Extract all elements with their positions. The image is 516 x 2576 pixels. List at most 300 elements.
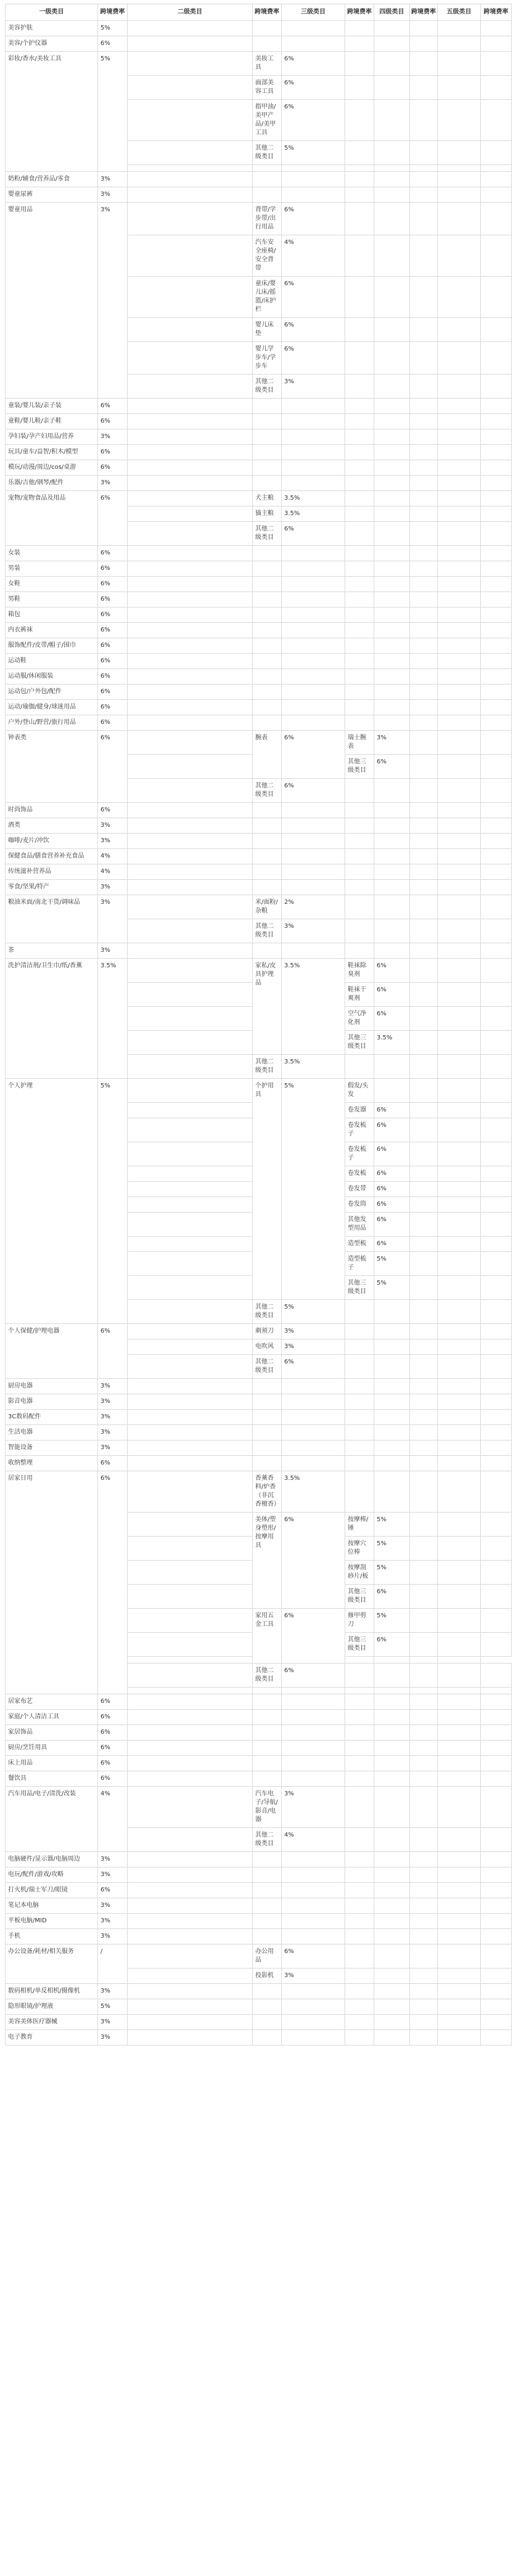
table-cell	[345, 546, 374, 561]
table-cell: 卷发器	[345, 1103, 374, 1118]
table-cell	[481, 1561, 512, 1585]
table-cell	[438, 2030, 481, 2046]
table-cell	[345, 342, 374, 375]
table-cell: 影音电器	[6, 1394, 98, 1410]
table-cell	[128, 399, 253, 414]
table-cell: 5%	[282, 141, 345, 165]
table-cell	[438, 1914, 481, 1929]
table-cell: 零食/坚果/特产	[6, 880, 98, 895]
table-cell: 5%	[282, 1079, 345, 1300]
table-cell	[128, 1166, 253, 1182]
table-cell	[438, 1055, 481, 1079]
table-cell: 6%	[374, 1213, 410, 1237]
table-cell	[128, 414, 253, 429]
table-cell	[410, 522, 438, 546]
table-cell	[410, 342, 438, 375]
table-cell	[345, 1055, 374, 1079]
table-cell	[438, 1999, 481, 2015]
table-cell	[374, 895, 410, 919]
table-cell	[410, 277, 438, 318]
table-cell	[128, 1142, 253, 1166]
table-cell: 其他发型用品	[345, 1213, 374, 1237]
table-cell	[128, 779, 253, 803]
header-level3-rate: 跨境费率	[345, 4, 374, 21]
table-row	[6, 834, 512, 849]
table-cell	[481, 1787, 512, 1828]
table-cell	[410, 685, 438, 700]
table-cell	[481, 491, 512, 506]
table-cell	[253, 165, 282, 172]
table-cell: 6%	[282, 522, 345, 546]
table-cell	[128, 277, 253, 318]
table-cell	[345, 849, 374, 864]
table-cell	[374, 1300, 410, 1324]
table-cell	[282, 1725, 345, 1741]
table-cell	[438, 445, 481, 460]
table-cell	[481, 895, 512, 919]
table-cell: 3.5%	[98, 959, 128, 1079]
table-cell	[253, 1999, 282, 2015]
table-cell	[282, 1379, 345, 1394]
table-cell	[345, 1867, 374, 1883]
table-cell	[374, 399, 410, 414]
table-cell: 内衣裤袜	[6, 623, 98, 638]
table-cell	[374, 21, 410, 36]
table-cell	[282, 638, 345, 654]
table-cell	[438, 76, 481, 100]
table-cell	[481, 1324, 512, 1339]
table-cell	[438, 460, 481, 476]
table-cell	[128, 1471, 253, 1513]
table-cell	[410, 375, 438, 399]
table-cell	[128, 1585, 253, 1609]
table-cell	[374, 1394, 410, 1410]
table-cell	[128, 1725, 253, 1741]
table-row	[6, 577, 512, 592]
table-cell: 婴儿床垫	[253, 318, 282, 342]
table-cell	[481, 880, 512, 895]
table-cell	[481, 731, 512, 755]
table-cell	[438, 1276, 481, 1300]
table-cell	[410, 1883, 438, 1898]
table-cell	[481, 1379, 512, 1394]
table-cell: 电脑硬件/显示器/电脑周边	[6, 1852, 98, 1867]
table-row	[6, 1771, 512, 1787]
table-cell: 6%	[98, 36, 128, 52]
table-cell	[410, 983, 438, 1007]
table-cell	[481, 1969, 512, 1984]
table-cell	[410, 818, 438, 834]
table-cell: 6%	[282, 1355, 345, 1379]
table-cell: 6%	[98, 1756, 128, 1771]
table-cell	[374, 607, 410, 623]
table-cell	[253, 803, 282, 818]
table-cell: 投影机	[253, 1969, 282, 1984]
table-cell	[410, 700, 438, 715]
table-row	[6, 1394, 512, 1410]
table-cell	[438, 623, 481, 638]
table-cell	[374, 187, 410, 203]
table-cell	[128, 1252, 253, 1276]
table-cell	[481, 1007, 512, 1031]
table-cell	[374, 638, 410, 654]
table-row	[6, 959, 512, 983]
table-row	[6, 1410, 512, 1425]
table-cell	[374, 1787, 410, 1828]
table-cell: 犬主粮	[253, 491, 282, 506]
table-cell	[345, 375, 374, 399]
table-cell	[374, 1725, 410, 1741]
table-cell	[128, 165, 253, 172]
table-cell	[128, 1324, 253, 1339]
table-cell	[282, 429, 345, 445]
table-cell	[410, 1197, 438, 1213]
table-cell	[410, 2015, 438, 2030]
table-cell: 传统滋补营养品	[6, 864, 98, 880]
table-cell: 隐形眼镜/护理液	[6, 1999, 98, 2015]
table-cell: 生活电器	[6, 1425, 98, 1440]
table-cell	[438, 779, 481, 803]
table-cell: 男鞋	[6, 592, 98, 607]
table-row	[6, 731, 512, 755]
table-cell	[374, 429, 410, 445]
table-cell	[481, 414, 512, 429]
table-cell	[410, 1725, 438, 1741]
table-row	[6, 818, 512, 834]
table-cell	[438, 1252, 481, 1276]
table-cell: 5%	[374, 1561, 410, 1585]
table-cell: 6%	[98, 399, 128, 414]
table-cell	[282, 1984, 345, 1999]
table-cell	[374, 1756, 410, 1771]
table-cell	[481, 1984, 512, 1999]
table-cell	[481, 100, 512, 141]
table-cell	[345, 1339, 374, 1355]
table-cell: 6%	[282, 318, 345, 342]
table-cell	[282, 476, 345, 491]
table-cell: 3C数码配件	[6, 1410, 98, 1425]
table-cell	[438, 1355, 481, 1379]
table-cell	[410, 1440, 438, 1456]
table-cell	[345, 1944, 374, 1969]
table-cell	[282, 834, 345, 849]
table-cell	[374, 172, 410, 187]
table-cell	[410, 803, 438, 818]
table-cell	[374, 561, 410, 577]
table-cell	[481, 546, 512, 561]
table-cell	[345, 1741, 374, 1756]
table-row	[6, 669, 512, 685]
table-cell	[374, 1410, 410, 1425]
header-level5-rate: 跨境费率	[481, 4, 512, 21]
table-row	[6, 172, 512, 187]
table-cell: 3%	[98, 1984, 128, 1999]
table-cell	[438, 1787, 481, 1828]
table-row	[6, 592, 512, 607]
table-cell	[282, 1929, 345, 1944]
table-cell: 6%	[374, 1007, 410, 1031]
table-cell	[345, 864, 374, 880]
table-cell: 数码相机/单反相机/摄像机	[6, 1984, 98, 1999]
table-cell: 乐器/吉他/钢琴/配件	[6, 476, 98, 491]
table-cell	[438, 1118, 481, 1142]
table-cell: 洗护清洁剂/卫生巾/纸/香薰	[6, 959, 98, 1079]
table-cell	[128, 1914, 253, 1929]
table-cell	[374, 1324, 410, 1339]
table-cell	[128, 1440, 253, 1456]
table-cell: 按摩刮痧片/板	[345, 1561, 374, 1585]
table-cell: 3%	[98, 1852, 128, 1867]
table-cell	[438, 638, 481, 654]
table-cell	[128, 1999, 253, 2015]
table-cell	[481, 561, 512, 577]
table-cell	[438, 1828, 481, 1852]
table-cell	[438, 919, 481, 943]
table-cell	[282, 700, 345, 715]
table-cell	[128, 460, 253, 476]
table-cell	[438, 731, 481, 755]
header-level3-category: 三级类目	[282, 4, 345, 21]
table-row	[6, 1456, 512, 1471]
table-cell	[282, 943, 345, 959]
table-cell	[481, 318, 512, 342]
table-cell: 运动鞋	[6, 654, 98, 669]
table-cell	[481, 577, 512, 592]
table-cell	[410, 1852, 438, 1867]
table-cell	[345, 1456, 374, 1471]
table-cell	[374, 277, 410, 318]
table-cell: 美容护肤	[6, 21, 98, 36]
table-cell: 其他二级类目	[253, 522, 282, 546]
table-cell	[438, 1710, 481, 1725]
table-cell	[128, 1339, 253, 1355]
table-cell	[253, 1394, 282, 1410]
table-cell	[481, 1237, 512, 1252]
table-cell	[282, 864, 345, 880]
table-cell	[282, 1741, 345, 1756]
table-cell	[253, 561, 282, 577]
table-cell: 3%	[98, 1867, 128, 1883]
table-cell	[128, 1410, 253, 1425]
table-cell	[410, 172, 438, 187]
table-cell	[410, 1055, 438, 1079]
table-cell	[128, 731, 253, 755]
table-cell	[374, 919, 410, 943]
table-cell	[438, 669, 481, 685]
table-cell	[481, 277, 512, 318]
table-cell	[481, 342, 512, 375]
table-cell	[345, 577, 374, 592]
table-cell	[374, 1883, 410, 1898]
table-cell	[253, 638, 282, 654]
table-cell	[253, 849, 282, 864]
table-cell: 6%	[282, 779, 345, 803]
table-cell	[128, 1609, 253, 1633]
table-cell: 模玩/动漫/周边/cos/桌游	[6, 460, 98, 476]
table-cell	[481, 1355, 512, 1379]
table-cell	[374, 36, 410, 52]
header-level1-category: 一级类目	[6, 4, 98, 21]
table-cell: 汽车用品/电子/清洗/改装	[6, 1787, 98, 1852]
table-cell: 6%	[98, 1694, 128, 1710]
table-cell: 3.5%	[282, 491, 345, 506]
table-cell: 6%	[98, 1471, 128, 1694]
table-cell: 6%	[282, 76, 345, 100]
table-cell: 6%	[98, 460, 128, 476]
table-cell: 瑞士腕表	[345, 731, 374, 755]
table-cell	[253, 1984, 282, 1999]
table-cell	[438, 476, 481, 491]
table-cell	[345, 460, 374, 476]
table-cell	[128, 1425, 253, 1440]
table-cell: 5%	[374, 1252, 410, 1276]
table-cell	[438, 1440, 481, 1456]
table-row	[6, 2015, 512, 2030]
table-cell: 6%	[98, 1883, 128, 1898]
table-cell	[128, 607, 253, 623]
table-cell: 6%	[98, 592, 128, 607]
table-cell	[410, 607, 438, 623]
table-cell	[438, 1984, 481, 1999]
table-cell	[128, 1561, 253, 1585]
table-cell	[253, 429, 282, 445]
table-cell	[438, 491, 481, 506]
table-cell	[282, 1867, 345, 1883]
table-cell	[438, 1633, 481, 1657]
table-cell	[128, 1237, 253, 1252]
table-cell	[481, 1425, 512, 1440]
table-cell: 6%	[98, 623, 128, 638]
table-cell	[438, 1852, 481, 1867]
table-cell	[128, 21, 253, 36]
table-cell: 居家布艺	[6, 1694, 98, 1710]
table-cell: 2%	[282, 895, 345, 919]
table-cell	[345, 919, 374, 943]
table-cell	[438, 414, 481, 429]
table-cell	[481, 1197, 512, 1213]
table-cell	[128, 100, 253, 141]
table-cell: 6%	[98, 1324, 128, 1379]
table-cell	[282, 1394, 345, 1410]
table-cell	[128, 2030, 253, 2046]
table-cell	[345, 607, 374, 623]
table-cell: 其他三级类目	[345, 1031, 374, 1055]
table-cell: 3%	[374, 731, 410, 755]
table-cell	[438, 983, 481, 1007]
table-cell	[345, 172, 374, 187]
table-cell: 其他二级类目	[253, 779, 282, 803]
table-cell	[481, 592, 512, 607]
table-cell	[438, 1513, 481, 1537]
table-cell	[481, 669, 512, 685]
table-cell: 3%	[98, 2030, 128, 2046]
table-cell	[128, 685, 253, 700]
table-cell	[282, 1410, 345, 1425]
table-cell: 3.5%	[282, 959, 345, 1055]
table-cell	[128, 818, 253, 834]
table-cell	[410, 165, 438, 172]
table-cell	[410, 1914, 438, 1929]
table-cell: 厨房/烹饪用具	[6, 1741, 98, 1756]
table-cell	[345, 76, 374, 100]
table-cell	[410, 100, 438, 141]
table-cell	[410, 654, 438, 669]
table-cell	[438, 1725, 481, 1741]
table-cell	[410, 476, 438, 491]
table-cell: 卷发筒	[345, 1197, 374, 1213]
table-cell	[410, 1394, 438, 1410]
table-cell	[374, 1852, 410, 1867]
table-cell	[410, 864, 438, 880]
table-row	[6, 1852, 512, 1867]
table-cell	[282, 1883, 345, 1898]
table-cell: 手机	[6, 1929, 98, 1944]
table-cell: 女装	[6, 546, 98, 561]
table-cell	[128, 700, 253, 715]
table-cell	[374, 779, 410, 803]
table-cell	[438, 1142, 481, 1166]
table-cell	[282, 654, 345, 669]
table-cell	[438, 755, 481, 779]
table-cell	[438, 318, 481, 342]
table-cell: 3%	[98, 818, 128, 834]
table-cell	[128, 1055, 253, 1079]
table-cell	[128, 1182, 253, 1197]
table-cell: 床上用品	[6, 1756, 98, 1771]
table-cell	[345, 1324, 374, 1339]
table-cell	[481, 1537, 512, 1561]
table-cell: 造型梳子	[345, 1252, 374, 1276]
table-cell	[282, 623, 345, 638]
header-level2-category: 二级类目	[128, 4, 253, 21]
table-cell	[345, 399, 374, 414]
table-cell: 5%	[98, 1079, 128, 1324]
table-cell	[345, 1300, 374, 1324]
table-row	[6, 1324, 512, 1339]
table-row	[6, 895, 512, 919]
table-row	[6, 1999, 512, 2015]
table-cell	[282, 685, 345, 700]
table-cell	[128, 959, 253, 983]
table-cell	[345, 21, 374, 36]
table-cell	[282, 172, 345, 187]
table-cell	[438, 1969, 481, 1984]
table-cell: 6%	[98, 491, 128, 546]
table-cell: 童鞋/婴儿鞋/亲子鞋	[6, 414, 98, 429]
table-cell	[410, 1182, 438, 1197]
table-cell	[410, 460, 438, 476]
table-cell: 6%	[98, 1710, 128, 1725]
table-cell	[345, 318, 374, 342]
table-cell	[410, 235, 438, 277]
table-cell: 指甲油/美甲产品/美甲工具	[253, 100, 282, 141]
table-cell	[410, 1771, 438, 1787]
table-cell	[481, 1031, 512, 1055]
table-cell	[481, 654, 512, 669]
table-cell	[438, 375, 481, 399]
table-cell	[282, 414, 345, 429]
table-cell	[410, 1471, 438, 1513]
table-cell	[410, 1166, 438, 1182]
table-cell	[345, 1657, 374, 1664]
table-cell	[345, 2015, 374, 2030]
table-cell: 运动包/户外包/配件	[6, 685, 98, 700]
table-cell	[481, 522, 512, 546]
table-row	[6, 1379, 512, 1394]
table-cell	[374, 1471, 410, 1513]
table-cell	[374, 834, 410, 849]
table-cell: 6%	[374, 1103, 410, 1118]
